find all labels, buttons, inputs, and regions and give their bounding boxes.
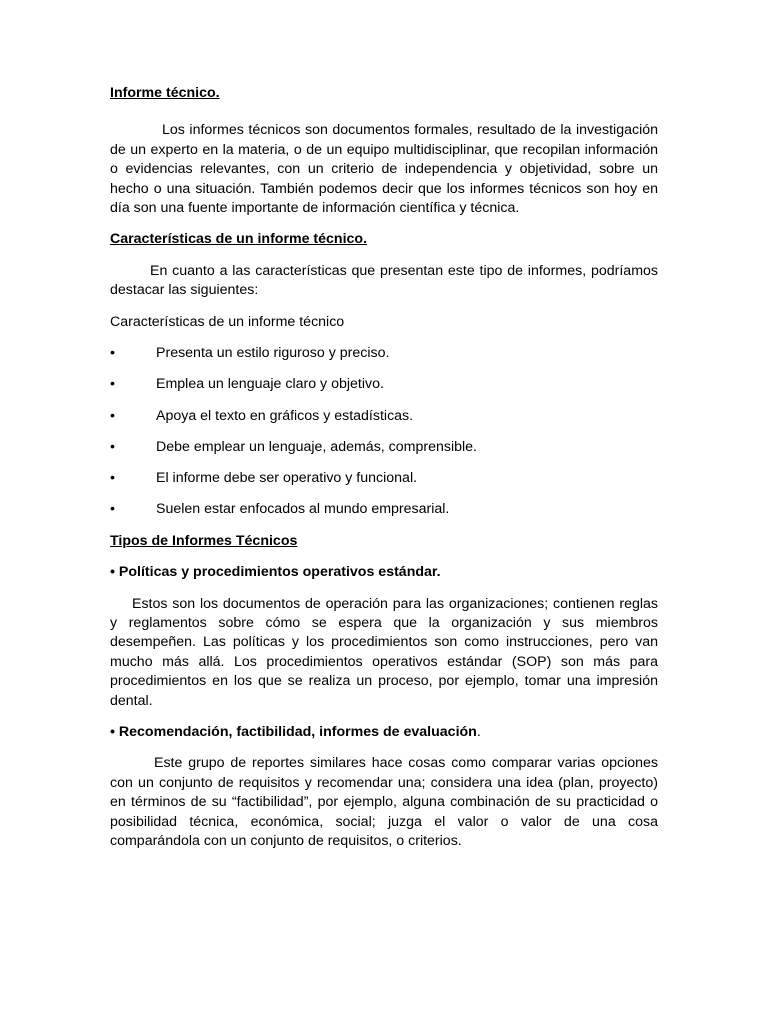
characteristics-intro-paragraph: En cuanto a las características que presentan este tipo de informes, podríamos destacar las siguientes: [110,262,658,299]
bullet-icon: • [110,438,115,455]
list-item [110,469,658,488]
type1-paragraph: Estos son los documentos de operación para las organizaciones; contienen reglas y reglamentos sobre cómo se espera que la organización y sus miembros desempeñen. Las políticas y los procedimientos son como instrucciones, pero van mucho más allá. Los procedimientos operativos estándar (SOP) son más para procedimientos en los que se realiza un proceso, por ejemplo, tomar una impresión dental. [110,595,658,709]
intro-paragraph: Los informes técnicos son documentos formales, resultado de la investigación de un experto en la materia, o de un equipo multidisciplinar, que recopilan información o evidencias relevantes, con un criterio de independencia y objetividad, sobre un hecho o una situación. También podemos decir que los informes técnicos son hoy en día son una fuente importante de información científica y técnica. [110,122,658,217]
list-item [110,500,658,519]
bullet-icon: • [110,345,115,362]
type1-heading: • Políticas y procedimientos operativos estándar. [110,564,441,581]
types-heading: Tipos de Informes Técnicos [110,532,298,549]
list-item [110,344,658,363]
type2-heading-text: • Recomendación, factibilidad, informes de evaluación [110,724,477,740]
type2-heading-period: . [476,724,481,740]
document-title: Informe técnico. [110,85,220,101]
type2-paragraph: Este grupo de reportes similares hace cosas como comparar varias opciones con un conjunto de requisitos y recomendar una; considera una idea (plan, proyecto) en términos de su “factibilidad”, por ejemplo, alguna combinación de su practicidad o posibilidad técnica, económica, social; juzga el valor o valor de una cosa comparándola con un conjunto de requisitos, o criterios. [110,755,658,850]
bullet-icon: • [110,470,115,487]
list-item-text: Debe emplear un lenguaje, además, comprensible. [156,438,477,455]
characteristics-heading: Características de un informe técnico. [110,231,368,248]
type2-heading [110,723,658,742]
characteristics-list [110,344,658,520]
bullet-icon: • [110,376,115,393]
list-item [110,407,658,426]
list-item-text: El informe debe ser operativo y funcional. [156,470,418,487]
characteristics-label: Características de un informe técnico [110,313,345,330]
bullet-icon: • [110,407,115,424]
bullet-icon: • [110,501,115,518]
list-item-text: Presenta un estilo riguroso y preciso. [156,345,390,362]
list-item-text: Apoya el texto en gráficos y estadísticas. [156,407,414,424]
list-item [110,438,658,457]
list-item-text: Emplea un lenguaje claro y objetivo. [156,376,384,393]
list-item [110,375,658,394]
list-item-text: Suelen estar enfocados al mundo empresarial. [156,501,450,518]
